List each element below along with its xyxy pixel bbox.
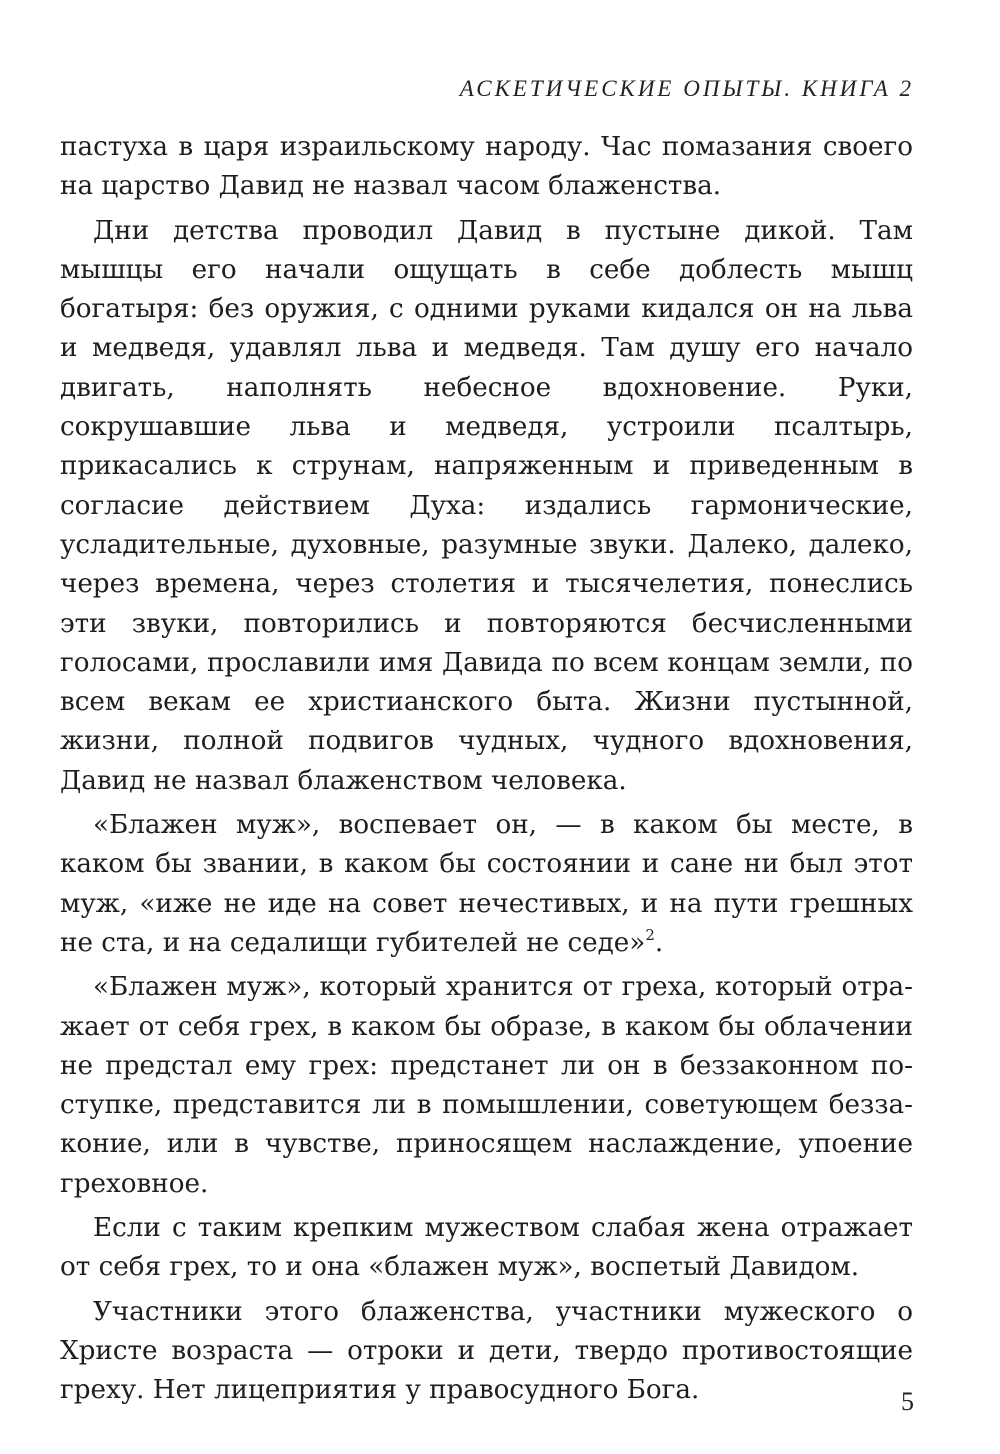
paragraph-end: . <box>654 927 664 958</box>
paragraph-blessed-man-psalm <box>60 806 913 963</box>
paragraph-text: «Блажен муж», воспевает он, — в каком бы месте, в каком бы звании, в каком бы состоянии и сане ни был этот муж, «иже не иде на совет нечестивых, и на пути грешных не ста, и на седалищи губителей не седе» <box>60 810 913 958</box>
body-text <box>60 128 913 1416</box>
footnote-ref[interactable]: 2 <box>645 925 655 944</box>
paragraph-continuation: пастуха в царя израильскому народу. Час помазания своего на царство Давид не назвал часом блаженства. <box>60 132 913 202</box>
paragraph-blessed-man-sin: «Блажен муж», который хранится от греха, который отражает от себя грех, в каком бы образе, в каком бы облачении не предстал ему грех: предстанет ли он в беззаконном поступке, представится ли в помышлении, советующем беззаконие, или в чувстве, приносящем наслаждение, упоение греховное. <box>60 972 913 1199</box>
paragraph-david-youth: Дни детства проводил Давид в пустыне дикой. Там мышцы его начали ощущать в себе доблесть мышц богатыря: без оружия, с одними руками кидался он на льва и медведя, удавлял льва и медведя. Там душу его начало двигать, наполнять небесное вдохновение. Руки, сокрушавшие льва и медведя, устроили псалтырь, прикасались к струнам, напряженным и приведенным в согласие действием Духа: издались гармонические, усладительные, духовные, разумные звуки. Далеко, далеко, через времена, через столетия и тысячелетия, понеслись эти звуки, повторились и повторяются бесчисленными голосами, прославили имя Давида по всем концам земли, по всем векам ее христианского быта. Жизни пустынной, жизни, полной подвигов чудных, чудного вдохновения, Давид не назвал блаженством человека. <box>60 215 913 796</box>
running-head: АСКЕТИЧЕСКИЕ ОПЫТЫ. КНИГА 2 <box>459 76 914 101</box>
page-number: 5 <box>901 1387 914 1416</box>
paragraph-participants: Участники этого блаженства, участники мужеского о Христе возраста — отроки и дети, твердо противостоящие греху. Нет лицеприятия у правосудного Бога. <box>60 1296 913 1406</box>
paragraph-weak-wife: Если с таким крепким мужеством слабая жена отражает от себя грех, то и она «блажен муж», воспетый Давидом. <box>60 1213 913 1283</box>
